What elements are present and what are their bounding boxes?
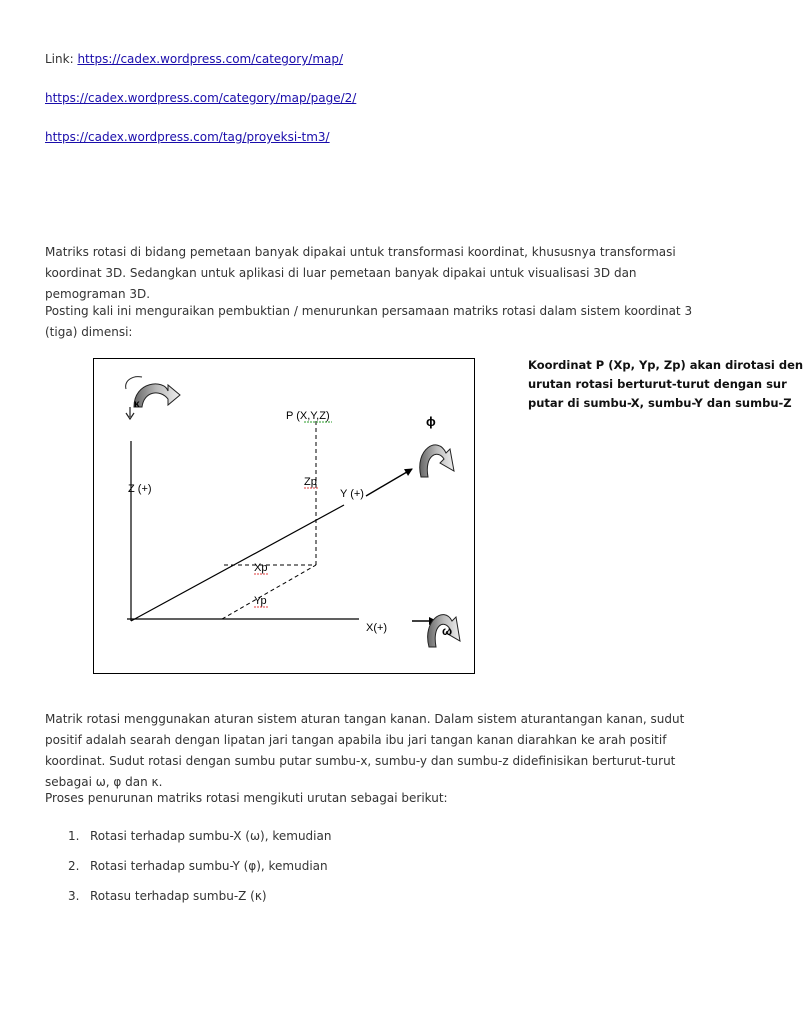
xp-label: Xp xyxy=(254,562,268,574)
y-axis-label: Y (+) xyxy=(340,488,364,500)
y-axis-line xyxy=(131,505,344,621)
list-item xyxy=(68,827,331,845)
list-item xyxy=(68,857,328,875)
caption-line-3: putar di sumbu-X, sumbu-Y dan sumbu-Z xyxy=(528,396,792,410)
link-prefix: Link: xyxy=(45,52,78,66)
body-paragraph-process: Proses penurunan matriks rotasi mengikuti urutan sebagai berikut: xyxy=(45,791,448,805)
caption-line-2: urutan rotasi berturut-turut dengan sur xyxy=(528,377,787,391)
kappa-rotation-icon xyxy=(126,377,180,419)
zp-label: Zp xyxy=(304,476,317,488)
x-axis-label: X(+) xyxy=(366,622,388,634)
yp-label: Yp xyxy=(254,595,267,607)
dashed-yp xyxy=(222,565,316,619)
figure-caption xyxy=(528,356,803,413)
intro-paragraph-2: Posting kali ini menguraikan pembuktian / menurunkan persamaan matriks rotasi dalam sistem koordinat 3 (tiga) dimensi: xyxy=(45,304,693,339)
body-paragraph-rule: Matrik rotasi menggunakan aturan sistem aturan tangan kanan. Dalam sistem aturantangan kanan, sudut positif adalah searah dengan lipatan jari tangan apabila ibu jari tangan kanan diarahkan ke arah positif koordinat. Sudut rotasi dengan sumbu putar sumbu-x, sumbu-y dan sumbu-z didefinisikan berturut-turut sebagai ω, φ dan κ. xyxy=(45,712,685,789)
link-category-map-page-2[interactable]: https://cadex.wordpress.com/category/map/page/2/ xyxy=(45,91,357,105)
phi-label: ϕ xyxy=(426,414,436,429)
rotation-axes-figure xyxy=(93,358,475,674)
list-item-number: 3. xyxy=(68,889,80,903)
list-item xyxy=(68,887,267,905)
z-axis-label: Z (+) xyxy=(128,483,152,495)
list-item-text: Rotasi terhadap sumbu-X (ω), kemudian xyxy=(90,829,332,843)
list-item-number: 2. xyxy=(68,859,80,873)
link-line-1 xyxy=(45,52,343,66)
phi-rotation-icon xyxy=(420,445,454,477)
link-line-3 xyxy=(45,130,330,144)
link-category-map[interactable]: https://cadex.wordpress.com/category/map/ xyxy=(77,52,344,66)
y-direction-arrow xyxy=(366,469,412,496)
caption-line-1: Koordinat P (Xp, Yp, Zp) akan dirotasi den xyxy=(528,358,803,372)
figure-svg xyxy=(94,359,474,673)
link-tag-proyeksi-tm3[interactable]: https://cadex.wordpress.com/tag/proyeksi-tm3/ xyxy=(45,130,330,144)
point-p-label: P (X,Y,Z) xyxy=(286,410,330,422)
list-item-text: Rotasi terhadap sumbu-Y (φ), kemudian xyxy=(90,859,328,873)
list-item-number: 1. xyxy=(68,829,80,843)
omega-label: ω xyxy=(442,624,453,638)
link-line-2 xyxy=(45,91,356,105)
list-item-text: Rotasu terhadap sumbu-Z (κ) xyxy=(90,889,267,903)
kappa-label: κ xyxy=(134,399,140,410)
intro-paragraph-1: Matriks rotasi di bidang pemetaan banyak dipakai untuk transformasi koordinat, khususnya transformasi koordinat 3D. Sedangkan untuk aplikasi di luar pemetaan banyak dipakai untuk visualisasi 3D dan pemograman 3D. xyxy=(45,245,676,301)
